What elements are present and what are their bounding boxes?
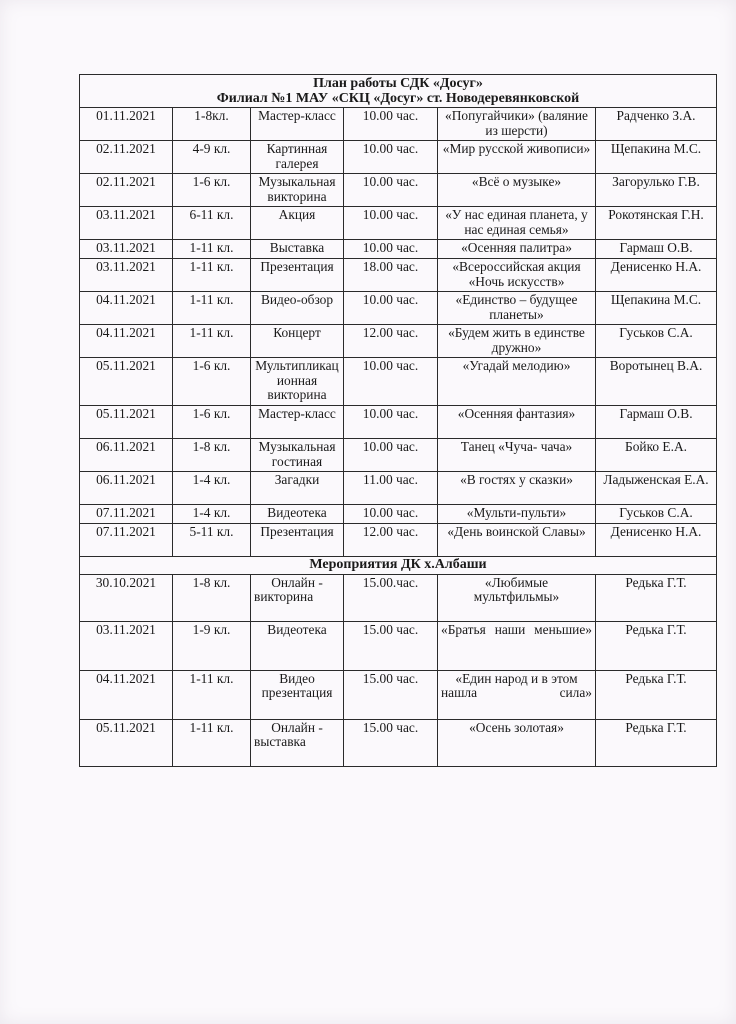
grade-cell: 6-11 кл. bbox=[173, 207, 251, 240]
responsible-cell: Редька Г.Т. bbox=[596, 670, 717, 719]
responsible-cell: Гармаш О.В. bbox=[596, 240, 717, 259]
date-cell: 07.11.2021 bbox=[80, 524, 173, 557]
time-cell: 15.00 час. bbox=[344, 621, 438, 670]
table-row bbox=[80, 621, 717, 670]
table-row bbox=[80, 719, 717, 766]
form-cell: Музыкальная викторина bbox=[251, 174, 344, 207]
grade-cell: 1-11 кл. bbox=[173, 292, 251, 325]
responsible-cell: Бойко Е.А. bbox=[596, 439, 717, 472]
grade-cell: 1-6 кл. bbox=[173, 174, 251, 207]
responsible-cell: Гуськов С.А. bbox=[596, 325, 717, 358]
responsible-cell: Редька Г.Т. bbox=[596, 719, 717, 766]
table-row bbox=[80, 292, 717, 325]
event-name-cell: «Братья наши меньшие» bbox=[438, 621, 596, 670]
responsible-cell: Рокотянская Г.Н. bbox=[596, 207, 717, 240]
time-cell: 11.00 час. bbox=[344, 472, 438, 505]
event-name-cell: «Единство – будущее планеты» bbox=[438, 292, 596, 325]
event-name-cell: «Мир русской живописи» bbox=[438, 141, 596, 174]
time-cell: 10.00 час. bbox=[344, 505, 438, 524]
table-row bbox=[80, 207, 717, 240]
date-cell: 07.11.2021 bbox=[80, 505, 173, 524]
date-cell: 05.11.2021 bbox=[80, 406, 173, 439]
grade-cell: 1-11 кл. bbox=[173, 240, 251, 259]
table-row bbox=[80, 406, 717, 439]
responsible-cell: Загорулько Г.В. bbox=[596, 174, 717, 207]
table-row bbox=[80, 325, 717, 358]
date-cell: 03.11.2021 bbox=[80, 207, 173, 240]
date-cell: 02.11.2021 bbox=[80, 141, 173, 174]
time-cell: 10.00 час. bbox=[344, 240, 438, 259]
table-row bbox=[80, 472, 717, 505]
grade-cell: 4-9 кл. bbox=[173, 141, 251, 174]
form-cell: Акция bbox=[251, 207, 344, 240]
grade-cell: 1-4 кл. bbox=[173, 472, 251, 505]
time-cell: 10.00 час. bbox=[344, 108, 438, 141]
event-name-cell: «Мульти-пульти» bbox=[438, 505, 596, 524]
grade-cell: 1-6 кл. bbox=[173, 406, 251, 439]
event-name-cell: «Осенняя палитра» bbox=[438, 240, 596, 259]
event-name-cell: «Осенняя фантазия» bbox=[438, 406, 596, 439]
section-row bbox=[80, 557, 717, 575]
time-cell: 15.00 час. bbox=[344, 670, 438, 719]
table-row bbox=[80, 358, 717, 406]
event-name-cell: Танец «Чуча- чача» bbox=[438, 439, 596, 472]
time-cell: 10.00 час. bbox=[344, 358, 438, 406]
date-cell: 06.11.2021 bbox=[80, 472, 173, 505]
table-row bbox=[80, 670, 717, 719]
form-cell: Презентация bbox=[251, 524, 344, 557]
event-name-cell: «Угадай мелодию» bbox=[438, 358, 596, 406]
time-cell: 10.00 час. bbox=[344, 207, 438, 240]
date-cell: 04.11.2021 bbox=[80, 292, 173, 325]
responsible-cell: Воротынец В.А. bbox=[596, 358, 717, 406]
form-cell: Онлайн - викторина bbox=[251, 574, 344, 621]
time-cell: 12.00 час. bbox=[344, 325, 438, 358]
title-line-1: План работы СДК «Досуг» bbox=[313, 76, 483, 91]
date-cell: 04.11.2021 bbox=[80, 670, 173, 719]
date-cell: 06.11.2021 bbox=[80, 439, 173, 472]
time-cell: 10.00 час. bbox=[344, 439, 438, 472]
date-cell: 05.11.2021 bbox=[80, 358, 173, 406]
time-cell: 10.00 час. bbox=[344, 141, 438, 174]
responsible-cell: Денисенко Н.А. bbox=[596, 259, 717, 292]
title-row bbox=[80, 75, 717, 108]
time-cell: 18.00 час. bbox=[344, 259, 438, 292]
table-row bbox=[80, 259, 717, 292]
event-name-cell: «Любимые мультфильмы» bbox=[438, 574, 596, 621]
grade-cell: 1-6 кл. bbox=[173, 358, 251, 406]
time-cell: 10.00 час. bbox=[344, 292, 438, 325]
event-name-cell: «Попугайчики» (валяние из шерсти) bbox=[438, 108, 596, 141]
date-cell: 05.11.2021 bbox=[80, 719, 173, 766]
form-cell: Видеотека bbox=[251, 621, 344, 670]
event-name-cell: «Осень золотая» bbox=[438, 719, 596, 766]
time-cell: 10.00 час. bbox=[344, 174, 438, 207]
form-cell: Мастер-класс bbox=[251, 406, 344, 439]
date-cell: 04.11.2021 bbox=[80, 325, 173, 358]
form-cell: Выставка bbox=[251, 240, 344, 259]
schedule-table bbox=[79, 74, 717, 767]
time-cell: 10.00 час. bbox=[344, 406, 438, 439]
event-name-cell: «У нас единая планета, у нас единая семья» bbox=[438, 207, 596, 240]
date-cell: 03.11.2021 bbox=[80, 259, 173, 292]
form-cell: Мультипликационная викторина bbox=[251, 358, 344, 406]
form-cell: Музыкальная гостиная bbox=[251, 439, 344, 472]
time-cell: 12.00 час. bbox=[344, 524, 438, 557]
grade-cell: 1-11 кл. bbox=[173, 259, 251, 292]
form-cell: Видео-обзор bbox=[251, 292, 344, 325]
date-cell: 02.11.2021 bbox=[80, 174, 173, 207]
form-cell: Видео презентация bbox=[251, 670, 344, 719]
grade-cell: 1-8кл. bbox=[173, 108, 251, 141]
table-row bbox=[80, 574, 717, 621]
responsible-cell: Щепакина М.С. bbox=[596, 141, 717, 174]
document-title bbox=[80, 75, 717, 108]
responsible-cell: Гуськов С.А. bbox=[596, 505, 717, 524]
date-cell: 30.10.2021 bbox=[80, 574, 173, 621]
form-cell: Картинная галерея bbox=[251, 141, 344, 174]
event-name-cell: «День воинской Славы» bbox=[438, 524, 596, 557]
table-row bbox=[80, 439, 717, 472]
form-cell: Презентация bbox=[251, 259, 344, 292]
responsible-cell: Ладыженская Е.А. bbox=[596, 472, 717, 505]
event-name-cell: «В гостях у сказки» bbox=[438, 472, 596, 505]
responsible-cell: Редька Г.Т. bbox=[596, 574, 717, 621]
section-title: Мероприятия ДК х.Албаши bbox=[80, 557, 717, 575]
event-name-cell: «Всё о музыке» bbox=[438, 174, 596, 207]
table-row bbox=[80, 141, 717, 174]
grade-cell: 1-8 кл. bbox=[173, 439, 251, 472]
form-cell: Видеотека bbox=[251, 505, 344, 524]
table-row bbox=[80, 108, 717, 141]
responsible-cell: Гармаш О.В. bbox=[596, 406, 717, 439]
time-cell: 15.00.час. bbox=[344, 574, 438, 621]
table-row bbox=[80, 174, 717, 207]
title-line-2: Филиал №1 МАУ «СКЦ «Досуг» ст. Новодеревянковской bbox=[216, 91, 580, 106]
form-cell: Концерт bbox=[251, 325, 344, 358]
form-cell: Мастер-класс bbox=[251, 108, 344, 141]
responsible-cell: Радченко З.А. bbox=[596, 108, 717, 141]
grade-cell: 5-11 кл. bbox=[173, 524, 251, 557]
grade-cell: 1-11 кл. bbox=[173, 670, 251, 719]
table-row bbox=[80, 524, 717, 557]
event-name-cell: «Будем жить в единстве дружно» bbox=[438, 325, 596, 358]
responsible-cell: Денисенко Н.А. bbox=[596, 524, 717, 557]
date-cell: 01.11.2021 bbox=[80, 108, 173, 141]
grade-cell: 1-4 кл. bbox=[173, 505, 251, 524]
grade-cell: 1-9 кл. bbox=[173, 621, 251, 670]
form-cell: Загадки bbox=[251, 472, 344, 505]
date-cell: 03.11.2021 bbox=[80, 621, 173, 670]
grade-cell: 1-11 кл. bbox=[173, 325, 251, 358]
table-row bbox=[80, 240, 717, 259]
form-cell: Онлайн - выставка bbox=[251, 719, 344, 766]
event-name-cell: «Всероссийская акция «Ночь искусств» bbox=[438, 259, 596, 292]
event-name-cell: «Един народ и в этом нашла сила» bbox=[438, 670, 596, 719]
responsible-cell: Редька Г.Т. bbox=[596, 621, 717, 670]
date-cell: 03.11.2021 bbox=[80, 240, 173, 259]
grade-cell: 1-8 кл. bbox=[173, 574, 251, 621]
grade-cell: 1-11 кл. bbox=[173, 719, 251, 766]
time-cell: 15.00 час. bbox=[344, 719, 438, 766]
responsible-cell: Щепакина М.С. bbox=[596, 292, 717, 325]
table-row bbox=[80, 505, 717, 524]
